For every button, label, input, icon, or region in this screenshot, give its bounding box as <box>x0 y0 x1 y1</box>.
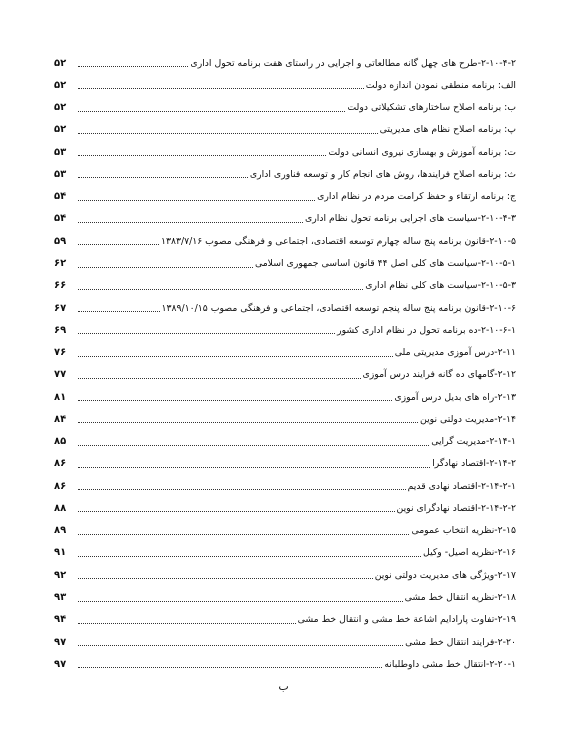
toc-page-number: ۸۵ <box>54 436 67 448</box>
toc-entry-title: ۲-۲۰-۱-انتقال خط مشی داوطلبانه <box>384 658 516 670</box>
toc-dot-leader <box>78 288 363 290</box>
toc-page-number: ۶۲ <box>54 258 67 270</box>
toc-entry <box>54 163 516 185</box>
toc-entry <box>54 631 516 653</box>
toc-page-number: ۶۶ <box>54 280 67 292</box>
toc-entry <box>54 141 516 163</box>
toc-dot-leader <box>78 622 296 624</box>
toc-entry <box>54 475 516 497</box>
toc-entry-title: ۲-۱۳-راه های بدیل درس آموزی <box>394 391 516 403</box>
toc-entry <box>54 230 516 252</box>
toc-dot-leader <box>78 600 403 602</box>
toc-dot-leader <box>78 555 421 557</box>
toc-entry-title: ۲-۲۰-فرایند انتقال خط مشی <box>405 636 516 648</box>
toc-dot-leader <box>78 110 345 112</box>
toc-dot-leader <box>78 199 315 201</box>
toc-dot-leader <box>78 332 335 334</box>
toc-page-number: ۶۹ <box>54 324 67 336</box>
toc-entry <box>54 386 516 408</box>
toc-dot-leader <box>78 488 406 490</box>
toc-page-number: ۹۲ <box>54 569 67 581</box>
toc-entry-title: ۲-۱۰-۶-۱-ده برنامه تحول در نظام اداری کشور <box>337 324 516 336</box>
toc-entry-title: ۲-۱۰-۵-قانون برنامه پنج ساله چهارم توسعه اقتصادی، اجتماعی و فرهنگی مصوب ۱۳۸۳/۷/۱۶ <box>161 235 516 247</box>
toc-page-number: ۹۱ <box>54 547 67 559</box>
toc-entry-title: ۲-۱۲-گامهای ده گانه فرایند درس آموزی <box>362 369 516 381</box>
toc-dot-leader <box>78 87 364 89</box>
toc-entry <box>54 97 516 119</box>
toc-page-number: ۹۴ <box>54 614 67 626</box>
toc-entry-title: الف: برنامه منطقی نمودن اندازه دولت <box>365 79 516 91</box>
toc-entry-title: ج: برنامه ارتقاء و حفظ کرامت مردم در نظام اداری <box>317 191 516 203</box>
toc-page-number: ۹۷ <box>54 636 67 648</box>
toc-entry <box>54 74 516 96</box>
toc-entry-title: ب: برنامه اصلاح ساختارهای تشکیلاتی دولت <box>347 102 516 114</box>
toc-entry <box>54 586 516 608</box>
toc-entry-title: ۲-۱۴-۲-۱-اقتصاد نهادی قدیم <box>407 480 516 492</box>
toc-entry <box>54 609 516 631</box>
toc-entry <box>54 497 516 519</box>
toc-entry <box>54 520 516 542</box>
toc-entry-title: ۲-۱۴-مدیریت دولتی نوین <box>420 413 516 425</box>
toc-entry <box>54 653 516 675</box>
toc-dot-leader <box>78 644 403 646</box>
toc-page-number: ۸۶ <box>54 480 67 492</box>
toc-entry <box>54 564 516 586</box>
page-footer-marker: ب <box>278 680 289 693</box>
toc-entry-title: ۲-۱۱-درس آموزی مدیریتی ملی <box>394 347 516 359</box>
toc-dot-leader <box>78 510 395 512</box>
toc-entry-title: ۲-۱۰-۵-۳-سیاست های کلی نظام اداری <box>365 280 516 292</box>
toc-entry <box>54 453 516 475</box>
toc-dot-leader <box>78 399 392 401</box>
toc-entry <box>54 364 516 386</box>
toc-page-number: ۵۲ <box>54 124 67 136</box>
toc-entry-title: ۲-۱۴-۲-۲-اقتصاد نهادگرای نوین <box>396 502 516 514</box>
toc-dot-leader <box>78 154 326 156</box>
toc-dot-leader <box>78 666 382 668</box>
toc-dot-leader <box>78 65 188 67</box>
toc-entry-title: ۲-۱۶-نظریه اصیل- وکیل <box>423 547 516 559</box>
toc-entry-title: ۲-۱۰-۴-۲-طرح های چهل گانه مطالعاتی و اجرایی در راستای هفت برنامه تحول اداری <box>190 57 516 69</box>
toc-dot-leader <box>78 466 430 468</box>
toc-entry-title: پ: برنامه اصلاح نظام های مدیریتی <box>379 124 516 136</box>
toc-dot-leader <box>78 310 160 312</box>
toc-entry <box>54 297 516 319</box>
toc-entry <box>54 431 516 453</box>
toc-page-number: ۸۶ <box>54 458 67 470</box>
toc-entry-title: ت: برنامه آموزش و بهسازی نیروی انسانی دولت <box>328 146 516 158</box>
toc-entry-title: ۲-۱۹-تفاوت پارادایم اشاعة خط مشی و انتقال خط مشی <box>297 614 516 626</box>
toc-entry-title: ۲-۱۰-۴-۳-سیاست های اجرایی برنامه تحول نظام اداری <box>305 213 516 225</box>
toc-dot-leader <box>78 444 429 446</box>
toc-entry <box>54 252 516 274</box>
toc-page-number: ۵۳ <box>54 168 67 180</box>
toc-entry-title: ۲-۱۴-۲-اقتصاد نهادگرا <box>432 458 516 470</box>
toc-entry <box>54 52 516 74</box>
toc-entry <box>54 341 516 363</box>
toc-page-number: ۵۲ <box>54 79 67 91</box>
toc-dot-leader <box>78 533 409 535</box>
toc-entry <box>54 542 516 564</box>
toc-dot-leader <box>78 132 378 134</box>
toc-dot-leader <box>78 421 418 423</box>
toc-page-number: ۵۳ <box>54 146 67 158</box>
toc-page-number: ۶۷ <box>54 302 67 314</box>
toc-entry-title: ۲-۱۰-۶-قانون برنامه پنج ساله پنجم توسعه اقتصادی، اجتماعی و فرهنگی مصوب ۱۳۸۹/۱۰/۱۵ <box>161 302 516 314</box>
toc-dot-leader <box>78 355 393 357</box>
toc-dot-leader <box>78 577 373 579</box>
toc-page-number: ۹۷ <box>54 658 67 670</box>
toc-entry <box>54 119 516 141</box>
toc-entry-title: ۲-۱۵-نظریه انتخاب عمومی <box>411 525 516 537</box>
table-of-contents <box>54 52 516 675</box>
toc-dot-leader <box>78 176 248 178</box>
toc-entry-title: ۲-۱۸-نظریه انتقال خط مشی <box>404 592 516 603</box>
toc-entry-title: ۲-۱۰-۵-۱-سیاست های کلی اصل ۴۴ قانون اساسی جمهوری اسلامی <box>254 258 516 270</box>
toc-page-number: ۸۱ <box>54 391 67 403</box>
toc-entry <box>54 208 516 230</box>
toc-entry <box>54 408 516 430</box>
toc-entry <box>54 186 516 208</box>
toc-page-number: ۹۳ <box>54 592 67 603</box>
toc-entry-title: ۲-۱۴-۱-مدیریت گرایی <box>431 436 516 448</box>
toc-page-number: ۵۲ <box>54 102 67 114</box>
toc-dot-leader <box>78 221 303 223</box>
toc-page-number: ۵۴ <box>54 213 67 225</box>
toc-page-number: ۵۹ <box>54 235 67 247</box>
toc-page-number: ۷۶ <box>54 347 67 359</box>
toc-page-number: ۵۲ <box>54 57 67 69</box>
toc-page-number: ۸۸ <box>54 502 67 514</box>
toc-page-number: ۷۷ <box>54 369 67 381</box>
toc-entry-title: ۲-۱۷-ویژگی های مدیریت دولتی نوین <box>374 569 516 581</box>
toc-entry <box>54 319 516 341</box>
toc-page-number: ۸۹ <box>54 525 67 537</box>
toc-entry <box>54 275 516 297</box>
toc-dot-leader <box>78 377 361 379</box>
toc-dot-leader <box>78 243 159 245</box>
toc-entry-title: ث: برنامه اصلاح فرایندها، روش های انجام کار و توسعه فناوری اداری <box>249 168 516 180</box>
toc-dot-leader <box>78 266 253 268</box>
toc-page-number: ۵۴ <box>54 191 67 203</box>
toc-page-number: ۸۴ <box>54 413 67 425</box>
